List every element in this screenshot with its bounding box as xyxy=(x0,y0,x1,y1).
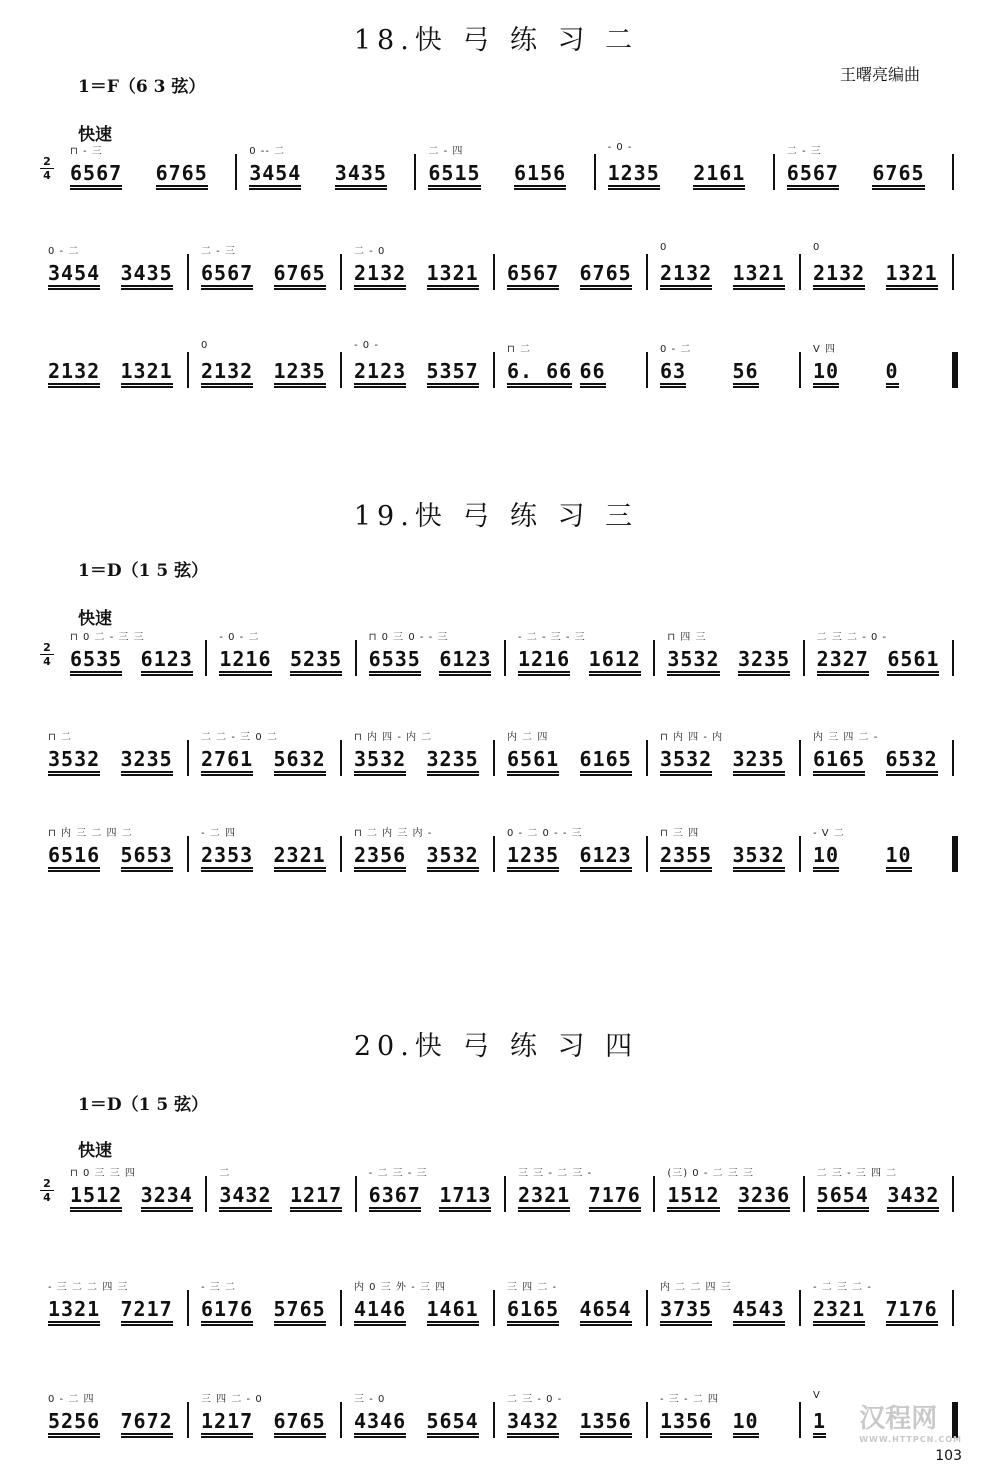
bowing-fingering-marks: - 三 - 二 四 xyxy=(660,1394,719,1405)
barline xyxy=(493,254,495,290)
barline xyxy=(493,1402,495,1438)
note-group: 56 xyxy=(732,359,759,383)
measure xyxy=(346,338,499,392)
tempo-marking: 快速 xyxy=(78,1141,112,1161)
note-group: 2161 xyxy=(693,161,746,185)
note-group: 6165 xyxy=(507,1297,560,1321)
note-group: 5765 xyxy=(273,1297,326,1321)
barline xyxy=(646,740,648,776)
barline xyxy=(646,1402,648,1438)
bowing-fingering-marks: 0 - 二 xyxy=(660,344,692,355)
bowing-fingering-marks: - 二 - 三 - 三 xyxy=(518,632,586,643)
measure xyxy=(809,1162,958,1216)
note-group: 10 xyxy=(732,1409,759,1433)
note-group: 6535 xyxy=(70,647,123,671)
barline xyxy=(646,254,648,290)
note-group: 1216 xyxy=(219,647,272,671)
measure xyxy=(499,1276,652,1330)
bowing-fingering-marks: ⊓ 内 三 二 四 二 xyxy=(48,828,133,839)
barline xyxy=(799,254,801,290)
note-group: 1512 xyxy=(667,1183,720,1207)
measure xyxy=(809,626,958,680)
bowing-fingering-marks: ⊓ 二 xyxy=(48,732,72,743)
note-group: 6515 xyxy=(428,161,481,185)
bowing-fingering-marks: ⊓ 二 内 三 内 - xyxy=(354,828,433,839)
time-signature xyxy=(40,156,54,181)
measure xyxy=(510,626,659,680)
note-group: 4146 xyxy=(354,1297,407,1321)
note-group: 0 xyxy=(885,359,899,383)
staff-line xyxy=(40,626,960,680)
note-group: 1612 xyxy=(588,647,641,671)
bowing-fingering-marks: 0 xyxy=(813,242,821,253)
note-group: 6. 66 xyxy=(507,359,573,383)
note-group: 3236 xyxy=(737,1183,791,1207)
note-group: 6123 xyxy=(140,647,193,671)
measure xyxy=(40,822,193,876)
bowing-fingering-marks: 三 四 二 - xyxy=(507,1282,558,1293)
note-group: 2355 xyxy=(660,843,713,867)
note-group: 6765 xyxy=(155,161,208,185)
note-group: 2132 xyxy=(813,261,866,285)
time-signature xyxy=(40,1178,54,1203)
barline xyxy=(355,640,357,676)
note-group: 2321 xyxy=(813,1297,866,1321)
staff-line xyxy=(40,338,960,392)
note-group: 4654 xyxy=(579,1297,632,1321)
note-group: 3735 xyxy=(660,1297,713,1321)
bowing-fingering-marks: 内 三 四 二 - xyxy=(813,732,879,743)
barline xyxy=(235,154,237,190)
staff-line xyxy=(40,1276,960,1330)
measure xyxy=(652,726,805,780)
piece-title: 18.快 弓 练 习 二 xyxy=(353,25,639,56)
barline xyxy=(952,154,954,190)
measure xyxy=(62,1162,211,1216)
barline xyxy=(187,1402,189,1438)
measure xyxy=(652,822,805,876)
measure xyxy=(346,1388,499,1442)
barline xyxy=(646,352,648,388)
note-group: 3235 xyxy=(732,747,785,771)
note-group: 6367 xyxy=(368,1183,421,1207)
note-group: 4543 xyxy=(732,1297,785,1321)
note-group: 1216 xyxy=(518,647,571,671)
note-group: 10 xyxy=(813,843,840,867)
bowing-fingering-marks: 0 -- 二 xyxy=(249,146,286,157)
barline xyxy=(187,352,189,388)
measure xyxy=(62,140,241,194)
note-group: 7176 xyxy=(588,1183,641,1207)
barline xyxy=(653,1176,655,1212)
note-group: 6765 xyxy=(872,161,925,185)
measure xyxy=(193,1276,346,1330)
measure xyxy=(193,822,346,876)
note-group: 5654 xyxy=(426,1409,479,1433)
note-group: 3532 xyxy=(426,843,479,867)
barline xyxy=(187,254,189,290)
measure xyxy=(805,726,958,780)
tempo-marking: 快速 xyxy=(78,125,112,145)
note-group: 2132 xyxy=(660,261,713,285)
bowing-fingering-marks: - 三 二 xyxy=(201,1282,236,1293)
staff-line xyxy=(40,822,960,876)
bowing-fingering-marks: 二 三 二 - 0 - xyxy=(816,632,888,643)
note-group: 5653 xyxy=(120,843,173,867)
measure xyxy=(211,1162,360,1216)
barline xyxy=(340,352,342,388)
staff-line xyxy=(40,726,960,780)
bowing-fingering-marks: ⊓ 0 三 0 - - 三 xyxy=(368,632,449,643)
bowing-fingering-marks: - 三 二 二 四 三 xyxy=(48,1282,129,1293)
staff-line xyxy=(40,140,960,194)
note-group: 3432 xyxy=(887,1183,940,1207)
note-group: 3454 xyxy=(48,261,101,285)
measure xyxy=(499,240,652,294)
note-group: 3235 xyxy=(737,647,791,671)
note-group: 7217 xyxy=(120,1297,173,1321)
barline xyxy=(952,640,954,676)
barline xyxy=(653,640,655,676)
measure xyxy=(361,626,510,680)
bowing-fingering-marks: - 0 - xyxy=(354,340,379,351)
note-group: 2132 xyxy=(201,359,254,383)
note-group: 6156 xyxy=(513,161,567,185)
measure xyxy=(346,1276,499,1330)
measure xyxy=(361,1162,510,1216)
note-group: 1235 xyxy=(507,843,560,867)
measure xyxy=(652,1276,805,1330)
time-sig-denominator: 4 xyxy=(43,655,51,668)
barline xyxy=(355,1176,357,1212)
note-group: 6516 xyxy=(48,843,101,867)
note-group: 3235 xyxy=(120,747,173,771)
note-group: 1321 xyxy=(48,1297,101,1321)
bowing-fingering-marks: (三) 0 - 二 三 三 xyxy=(667,1168,754,1179)
bowing-fingering-marks: ⊓ 0 三 三 四 xyxy=(70,1168,136,1179)
bowing-fingering-marks: 二 - 三 xyxy=(786,146,822,157)
note-group: 7176 xyxy=(885,1297,938,1321)
barline xyxy=(773,154,775,190)
barline xyxy=(952,254,954,290)
barline xyxy=(799,836,801,872)
note-group: 2356 xyxy=(354,843,407,867)
note-group: 6532 xyxy=(885,747,938,771)
note-group: 1321 xyxy=(426,261,479,285)
note-group: 6176 xyxy=(201,1297,254,1321)
measure xyxy=(193,240,346,294)
note-group: 3234 xyxy=(140,1183,193,1207)
bowing-fingering-marks: 二 二 - 三 0 二 xyxy=(201,732,278,743)
note-group: 1217 xyxy=(289,1183,343,1207)
note-group: 1235 xyxy=(607,161,660,185)
note-group: 6561 xyxy=(887,647,940,671)
bowing-fingering-marks: 三 三 - 二 三 - xyxy=(518,1168,593,1179)
barline xyxy=(205,1176,207,1212)
measure xyxy=(600,140,779,194)
measure xyxy=(211,626,360,680)
note-group: 2327 xyxy=(816,647,869,671)
barline xyxy=(799,1290,801,1326)
note-group: 3532 xyxy=(732,843,785,867)
key-signature: 1＝D（1 5 弦） xyxy=(78,561,209,581)
note-group: 2761 xyxy=(201,747,254,771)
barline xyxy=(187,740,189,776)
barline xyxy=(493,1290,495,1326)
measure xyxy=(659,626,808,680)
key-signature: 1＝F（6 3 弦） xyxy=(78,77,206,97)
note-group: 6567 xyxy=(70,161,123,185)
measure xyxy=(499,1388,652,1442)
note-group: 6765 xyxy=(273,261,326,285)
measure xyxy=(499,726,652,780)
measure xyxy=(346,240,499,294)
note-group: 5235 xyxy=(289,647,343,671)
bowing-fingering-marks: 内 二 二 四 三 xyxy=(660,1282,732,1293)
note-group: 6561 xyxy=(507,747,560,771)
time-sig-denominator: 4 xyxy=(43,169,51,182)
measure xyxy=(40,240,193,294)
barline xyxy=(594,154,596,190)
note-group: 6567 xyxy=(507,261,560,285)
note-group: 3432 xyxy=(507,1409,560,1433)
bowing-fingering-marks: ⊓ - 三 xyxy=(70,146,103,157)
bowing-fingering-marks: ⊓ 二 xyxy=(507,344,531,355)
bowing-fingering-marks: 二 - 0 xyxy=(354,246,386,257)
barline xyxy=(493,740,495,776)
measure xyxy=(805,338,958,392)
bowing-fingering-marks: ⊓ 0 二 - 三 三 xyxy=(70,632,145,643)
measure xyxy=(193,726,346,780)
note-group: 5654 xyxy=(816,1183,869,1207)
barline xyxy=(646,836,648,872)
note-group: 6123 xyxy=(579,843,632,867)
measure xyxy=(40,1388,193,1442)
note-group: 1356 xyxy=(660,1409,713,1433)
bowing-fingering-marks: V xyxy=(813,1390,821,1401)
barline xyxy=(205,640,207,676)
note-group: 2132 xyxy=(48,359,101,383)
note-group: 1461 xyxy=(426,1297,479,1321)
measure xyxy=(779,140,958,194)
note-group: 3235 xyxy=(426,747,479,771)
bowing-fingering-marks: 二 - 四 xyxy=(428,146,464,157)
bowing-fingering-marks: 三 - 0 xyxy=(354,1394,386,1405)
measure xyxy=(652,1388,805,1442)
bowing-fingering-marks: 内 二 四 xyxy=(507,732,549,743)
bowing-fingering-marks: - 二 三 二 - xyxy=(813,1282,872,1293)
barline xyxy=(646,1290,648,1326)
piece-title: 20.快 弓 练 习 四 xyxy=(353,1031,639,1062)
barline xyxy=(493,836,495,872)
note-group: 7672 xyxy=(120,1409,173,1433)
note-group: 3432 xyxy=(219,1183,272,1207)
note-group: 3454 xyxy=(249,161,302,185)
composer-credit: 王曙亮编曲 xyxy=(839,65,920,84)
barline xyxy=(799,740,801,776)
note-group: 6123 xyxy=(439,647,492,671)
note-group: 1713 xyxy=(439,1183,492,1207)
time-sig-denominator: 4 xyxy=(43,1191,51,1204)
note-group: 3532 xyxy=(660,747,713,771)
tempo-marking: 快速 xyxy=(78,609,112,629)
note-group: 5256 xyxy=(48,1409,101,1433)
barline xyxy=(340,836,342,872)
barline xyxy=(414,154,416,190)
barline xyxy=(504,640,506,676)
note-group: 1321 xyxy=(120,359,173,383)
bowing-fingering-marks: - 二 三 - 三 xyxy=(368,1168,428,1179)
piece-title: 19.快 弓 练 习 三 xyxy=(353,501,639,532)
bowing-fingering-marks: 三 四 二 - 0 xyxy=(201,1394,263,1405)
bowing-fingering-marks: ⊓ 四 三 xyxy=(667,632,707,643)
barline xyxy=(340,254,342,290)
barline xyxy=(799,1402,801,1438)
bowing-fingering-marks: 0 - 二 四 xyxy=(48,1394,95,1405)
note-group: 4346 xyxy=(354,1409,407,1433)
note-group: 2321 xyxy=(273,843,326,867)
note-group: 6165 xyxy=(579,747,632,771)
bowing-fingering-marks: 0 - 二 xyxy=(48,246,80,257)
bowing-fingering-marks: 二 三 - 三 四 二 xyxy=(816,1168,898,1179)
barline xyxy=(952,836,958,872)
watermark-logo-text: 汉程网 xyxy=(859,1404,938,1434)
bowing-fingering-marks: - 二 四 xyxy=(201,828,236,839)
page-number: 103 xyxy=(935,1448,962,1464)
note-group: 3532 xyxy=(667,647,720,671)
bowing-fingering-marks: 二 三 - 0 - xyxy=(507,1394,563,1405)
watermark-url: WWW.HTTPCN.COM xyxy=(859,1435,962,1444)
note-group: 2321 xyxy=(518,1183,571,1207)
staff-line xyxy=(40,240,960,294)
measure xyxy=(805,1276,958,1330)
note-group: 6567 xyxy=(786,161,839,185)
note-group: 1321 xyxy=(732,261,785,285)
note-group: 6765 xyxy=(273,1409,326,1433)
barline xyxy=(493,352,495,388)
bowing-fingering-marks: 0 xyxy=(201,340,209,351)
note-group: 3435 xyxy=(120,261,173,285)
time-sig-numerator: 2 xyxy=(43,155,51,168)
measure xyxy=(652,338,805,392)
note-group: 6567 xyxy=(201,261,254,285)
measure xyxy=(510,1162,659,1216)
note-group: 2123 xyxy=(354,359,407,383)
barline xyxy=(340,740,342,776)
time-sig-numerator: 2 xyxy=(43,1177,51,1190)
barline xyxy=(952,1290,954,1326)
note-group: 3532 xyxy=(48,747,101,771)
bowing-fingering-marks: 内 0 三 外 - 三 四 xyxy=(354,1282,447,1293)
note-group: 1321 xyxy=(885,261,938,285)
note-group: 1356 xyxy=(579,1409,632,1433)
barline xyxy=(340,1402,342,1438)
note-group: 3532 xyxy=(354,747,407,771)
measure xyxy=(499,338,652,392)
measure xyxy=(420,140,599,194)
note-group: 6535 xyxy=(368,647,421,671)
measure xyxy=(659,1162,808,1216)
note-group: 3435 xyxy=(334,161,387,185)
barline xyxy=(952,740,954,776)
measure xyxy=(499,822,652,876)
bowing-fingering-marks: V 四 xyxy=(813,344,837,355)
bowing-fingering-marks: - 0 - xyxy=(607,142,633,153)
barline xyxy=(799,352,801,388)
bowing-fingering-marks: ⊓ 三 四 xyxy=(660,828,700,839)
note-group: 1512 xyxy=(70,1183,123,1207)
bowing-fingering-marks: 二 xyxy=(219,1168,231,1179)
key-signature: 1＝D（1 5 弦） xyxy=(78,1095,209,1115)
note-group: 2353 xyxy=(201,843,254,867)
staff-line xyxy=(40,1388,960,1442)
note-group: 5357 xyxy=(426,359,479,383)
time-sig-numerator: 2 xyxy=(43,641,51,654)
staff-line xyxy=(40,1162,960,1216)
bowing-fingering-marks: - 0 - 二 xyxy=(219,632,260,643)
measure xyxy=(241,140,420,194)
note-group: 10 xyxy=(813,359,840,383)
measure xyxy=(346,822,499,876)
measure xyxy=(40,726,193,780)
bowing-fingering-marks: 0 xyxy=(660,242,668,253)
note-group: 5632 xyxy=(273,747,326,771)
bowing-fingering-marks: ⊓ 内 四 - 内 二 xyxy=(354,732,433,743)
site-watermark xyxy=(859,1398,962,1444)
barline xyxy=(803,1176,805,1212)
bowing-fingering-marks: ⊓ 内 四 - 内 xyxy=(660,732,724,743)
bowing-fingering-marks: 0 - 二 0 - - 三 xyxy=(507,828,583,839)
measure xyxy=(193,338,346,392)
note-group: 2132 xyxy=(354,261,407,285)
time-signature xyxy=(40,642,54,667)
note-group: 6165 xyxy=(813,747,866,771)
bowing-fingering-marks: 二 - 三 xyxy=(201,246,236,257)
measure xyxy=(805,822,958,876)
barline xyxy=(952,1176,954,1212)
note-group: 1217 xyxy=(201,1409,254,1433)
note-group: 10 xyxy=(885,843,912,867)
barline xyxy=(187,1290,189,1326)
barline xyxy=(187,836,189,872)
barline xyxy=(340,1290,342,1326)
measure xyxy=(62,626,211,680)
barline xyxy=(952,352,958,388)
note-group: 1235 xyxy=(273,359,326,383)
measure xyxy=(40,1276,193,1330)
note-group: 63 xyxy=(660,359,687,383)
note-group: 6765 xyxy=(579,261,632,285)
note-group: 66 xyxy=(579,359,606,383)
measure xyxy=(652,240,805,294)
barline xyxy=(504,1176,506,1212)
measure xyxy=(346,726,499,780)
barline xyxy=(803,640,805,676)
measure xyxy=(193,1388,346,1442)
note-group: 1 xyxy=(813,1409,827,1433)
bowing-fingering-marks: - V 二 xyxy=(813,828,845,839)
measure xyxy=(40,338,193,392)
measure xyxy=(805,240,958,294)
